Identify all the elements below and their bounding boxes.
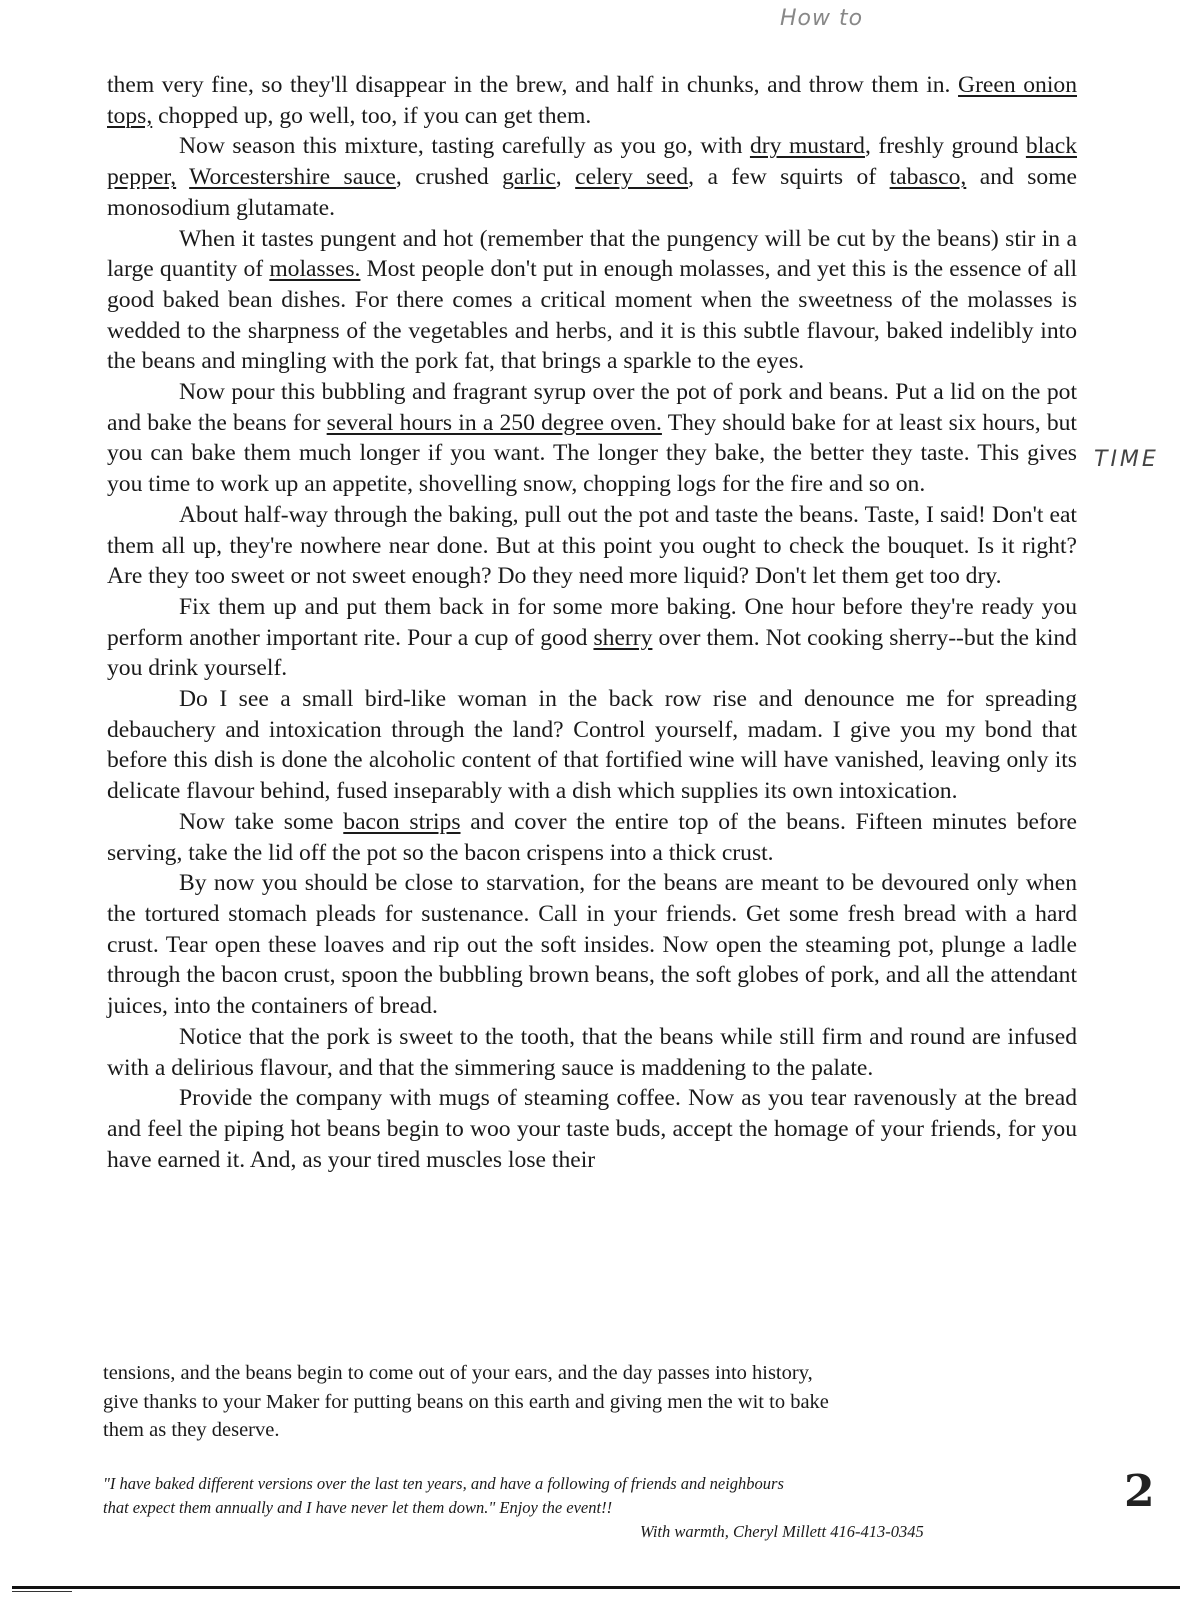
paragraph-text: , [555,164,576,191]
paragraph-text: and cover the entire top of the beans. Fifteen minutes before serving, take the lid off the pot so the bacon crispens into a thick crust. [107,808,1077,866]
paragraph [107,224,1077,378]
handwritten-underline-text: molasses. [269,256,361,283]
paragraph-text: When it tastes pungent and hot (remember that the pungency will be cut by the beans) stir in a large quantity of [107,225,1077,283]
paragraph [107,70,1077,131]
paragraph [107,377,1077,500]
paragraph-text: , freshly ground [864,133,1026,160]
handwritten-underline-text: tabasco, [889,164,967,191]
handwritten-underline-text: sherry [593,624,653,651]
paragraph-text: over them. Not cooking sherry--but the kind you drink yourself. [107,624,1077,682]
paragraph-text: Most people don't put in enough molasses, and yet this is the essence of all good baked bean dishes. For there comes a critical moment when the sweetness of the molasses is wedded to the sharpness of the vegetables and herbs, and it is this subtle flavour, baked indelibly into the beans and mingling with the pork fat, that brings a sparkle to the eyes. [107,256,1077,375]
paragraph-text: Now season this mixture, tasting carefully as you go, with [179,133,750,160]
handwritten-underline-text: Worcestershire sauce [189,164,396,191]
page-number: 2 [1124,1466,1155,1517]
bottom-rule [12,1586,1180,1589]
paragraph [107,131,1077,223]
author-signoff: With warmth, Cheryl Millett 416-413-0345 [640,1522,924,1541]
paragraph [107,592,1077,684]
handwritten-underline-text: black pepper, [107,133,1077,191]
handwritten-underline-text: Green onion tops, [107,72,1077,129]
paragraph [107,807,1077,868]
recipe-body [107,70,1077,1175]
quote-line: that expect them annually and I have never let them down." Enjoy the event!! [103,1498,613,1517]
paragraph [107,684,1077,807]
paragraph-text: By now you should be close to starvation, for the beans are meant to be devoured only when the tortured stomach pleads for sustenance. Call in your friends. Get some fresh bread with a hard crust. Tear open these loaves and rip out the soft insides. Now open the steaming pot, plunge a ladle through the bacon crust, spoon the bubbling brown beans, the soft globes of pork, and all the attendant juices, into the containers of bread. [107,870,1077,1020]
paragraph-text: Now take some [179,808,344,835]
quote-line: "I have baked different versions over the last ten years, and have a following of friends and neighbours [103,1474,784,1493]
paragraph-text: Provide the company with mugs of steaming coffee. Now as you tear ravenously at the bread and feel the piping hot beans begin to woo your taste buds, accept the homage of your friends, for you have earned it. And, as your tired muscles lose their [107,1085,1077,1173]
paragraph-text: chopped up, go well, too, if you can get them. [152,102,592,129]
paragraph-text: and some monosodium glutamate. [107,164,1078,221]
paragraph [107,1083,1077,1175]
paragraph-text [176,164,189,190]
handwritten-underline-text: garlic [502,164,556,191]
closing-line: them as they deserve. [103,1419,280,1441]
paragraph-text: Now pour this bubbling and fragrant syrup over the pot of pork and beans. Put a lid on the pot and bake the beans for [107,379,1077,436]
closing-line: give thanks to your Maker for putting beans on this earth and giving men the wit to bake [103,1390,829,1413]
bottom-rule-short [12,1591,72,1592]
recipe-closing-lines [103,1359,1003,1445]
paragraph-text: them very fine, so they'll disappear in the brew, and half in chunks, and throw them in. [107,72,959,98]
handwritten-underline-text: dry mustard [749,133,865,160]
handwritten-margin-note: TIME [1094,447,1159,472]
handwritten-underline-text: bacon strips [343,808,461,835]
paragraph-text: Do I see a small bird-like woman in the back row rise and denounce me for spreading debauchery and intoxication through the land? Control yourself, madam. I give you my bond that before this dish is done the alcoholic content of that fortified wine will have vanished, leaving only its delicate flavour behind, fused inseparably with a dish which supplies its own intoxication. [107,686,1077,805]
handwritten-top-note: How to [780,6,864,31]
handwritten-underline-text: several hours in a 250 degree oven. [326,409,662,436]
closing-line: tensions, and the beans begin to come out of your ears, and the day passes into history, [103,1362,813,1384]
author-quote [103,1472,1003,1520]
paragraph-text: Fix them up and put them back in for some more baking. One hour before they're ready you perform another important rite. Pour a cup of good [107,593,1077,651]
paragraph-text: About half-way through the baking, pull out the pot and taste the beans. Taste, I said! Don't eat them all up, they're nowhere near done. But at this point you ought to check the bouquet. Is it right? Are they too sweet or not sweet enough? Do they need more liquid? Don't let them get too dry. [107,501,1077,590]
paragraph [107,868,1077,1022]
paragraph [107,1022,1077,1083]
paragraph-text: , a few squirts of [688,164,890,191]
paragraph-text: Notice that the pork is sweet to the tooth, that the beans while still firm and round are infused with a delirious flavour, and that the simmering sauce is maddening to the palate. [107,1023,1077,1081]
paragraph-text: They should bake for at least six hours, but you can bake them much longer if you want. The longer they bake, the better they taste. This gives you time to work up an appetite, shovelling snow, chopping logs for the fire and so on. [107,409,1077,498]
handwritten-underline-text: celery seed [575,164,689,191]
paragraph-text: , crushed [395,164,503,191]
paragraph [107,500,1077,592]
